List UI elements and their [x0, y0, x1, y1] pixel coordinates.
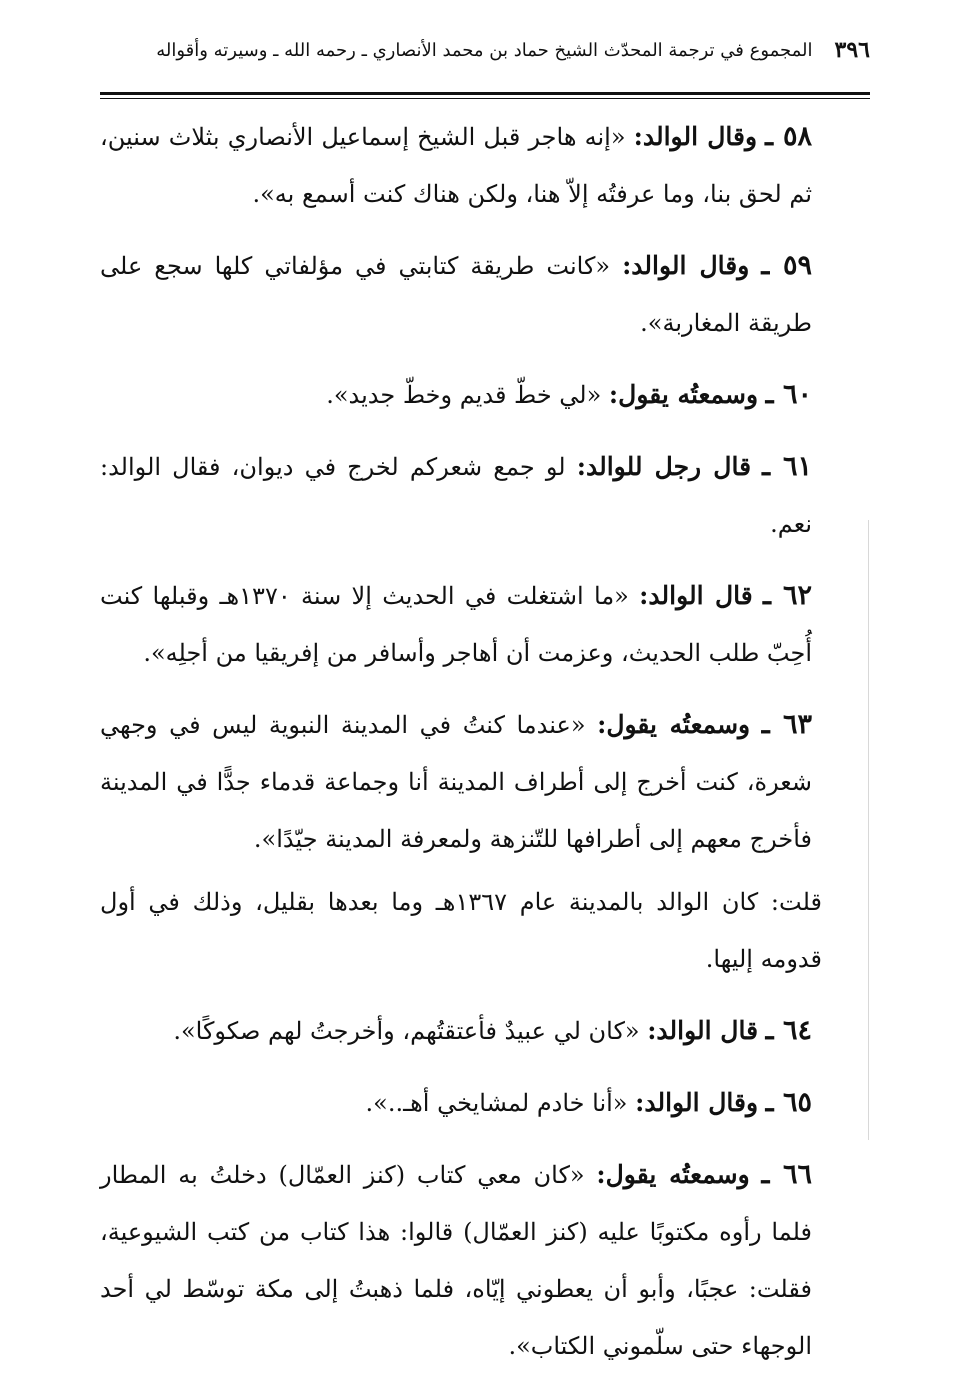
header-rule-thick	[100, 92, 870, 95]
paragraph-text: «كان معي كتاب (كنز العمّال) دخلتُ به المطار فلما رأوه مكتوبًا عليه (كنز العمّال) قالوا: هذا كتاب من كتب الشيوعية، فقلت: عجبًا، وأبو أن يعطوني إيّاه، فلما ذهبتُ إلى مكة توسّط لي أحد الوجهاء حتى سلّموني الكتاب».	[100, 1161, 812, 1360]
paragraph-65	[100, 1074, 870, 1132]
header-rule-thin	[100, 98, 870, 99]
paragraph-lead: وقال الوالد:	[635, 1088, 759, 1117]
running-header	[95, 30, 870, 70]
paragraph-number: ٦٥ ـ	[765, 1087, 812, 1118]
paragraph-number: ٥٨ ـ	[765, 121, 812, 152]
paragraph-lead: وقال الوالد:	[633, 122, 758, 151]
paragraph-text: «لي خطّ قديم وخطّ جديد».	[326, 381, 609, 409]
paragraph-number: ٦٠ ـ	[765, 379, 812, 410]
paragraph-number: ٦٤ ـ	[765, 1015, 812, 1046]
paragraph-number: ٦٦ ـ	[761, 1159, 812, 1190]
paragraph-text: «كانت طريقة كتابتي في مؤلفاتي كلها سجع على طريقة المغاربة».	[100, 252, 812, 337]
paragraph-text: «ما اشتغلت في الحديث إلا سنة ١٣٧٠هـ وقبلها كنت أُحِبّ طلب الحديث، وعزمت أن أهاجر وأسافر من إفريقيا من أجلِه».	[100, 582, 812, 667]
paragraph-text: لو جمع شعركم لخرج في ديوان، فقال الوالد: نعم.	[100, 453, 812, 538]
paragraph-lead: وسمعتُه يقول:	[597, 710, 751, 739]
note-text: قلت: كان الوالد بالمدينة عام ١٣٦٧هـ وما بعدها بقليل، وذلك في أول قدومه إليها.	[100, 888, 823, 973]
paragraph-text: «أنا خادم لمشايخي أهـ..».	[365, 1089, 636, 1117]
paragraph-number: ٦١ ـ	[762, 451, 812, 482]
paragraph-text: «كان لي عبيدٌ فأعتقتُهم، وأخرجتُ لهم صكوكًا».	[173, 1017, 648, 1045]
page-number: ٣٩٦	[834, 37, 870, 63]
scan-artifact-line	[868, 520, 869, 1140]
paragraph-66	[100, 1146, 870, 1375]
paragraph-61	[100, 438, 870, 553]
paragraph-lead: قال رجل للوالد:	[576, 452, 752, 481]
paragraph-text: «عندما كنتُ في المدينة النبوية ليس في وجهي شعرة، كنت أخرج إلى أطراف المدينة أنا وجماعة قدماء جدًّا في المدينة فأخرج معهم إلى أطرافها للتّنزهة ولمعرفة المدينة جيّدًا».	[100, 711, 812, 853]
paragraph-number: ٦٣ ـ	[761, 709, 812, 740]
author-note	[100, 874, 870, 988]
paragraph-62	[100, 567, 870, 682]
paragraph-number: ٥٩ ـ	[761, 250, 812, 281]
paragraph-lead: وقال الوالد:	[622, 251, 750, 280]
paragraph-58	[100, 108, 870, 223]
paragraph-lead: قال الوالد:	[639, 581, 753, 610]
paragraph-lead: وسمعتُه يقول:	[608, 380, 759, 409]
page-body	[100, 108, 870, 1389]
paragraph-63	[100, 696, 870, 868]
paragraph-60	[100, 366, 870, 424]
paragraph-text: «إنه هاجر قبل الشيخ إسماعيل الأنصاري بثلاث سنين، ثم لحق بنا، وما عرفتُه إلاّ هنا، ولكن هناك كنت أسمع به».	[100, 123, 812, 208]
running-title: المجموع في ترجمة المحدّث الشيخ حماد بن محمد الأنصاري ـ رحمه الله ـ وسيرته وأقواله	[156, 39, 813, 61]
paragraph-number: ٦٢ ـ	[763, 580, 813, 611]
paragraph-lead: وسمعتُه يقول:	[596, 1160, 750, 1189]
paragraph-59	[100, 237, 870, 352]
paragraph-lead: قال الوالد:	[647, 1016, 759, 1045]
paragraph-64	[100, 1002, 870, 1060]
